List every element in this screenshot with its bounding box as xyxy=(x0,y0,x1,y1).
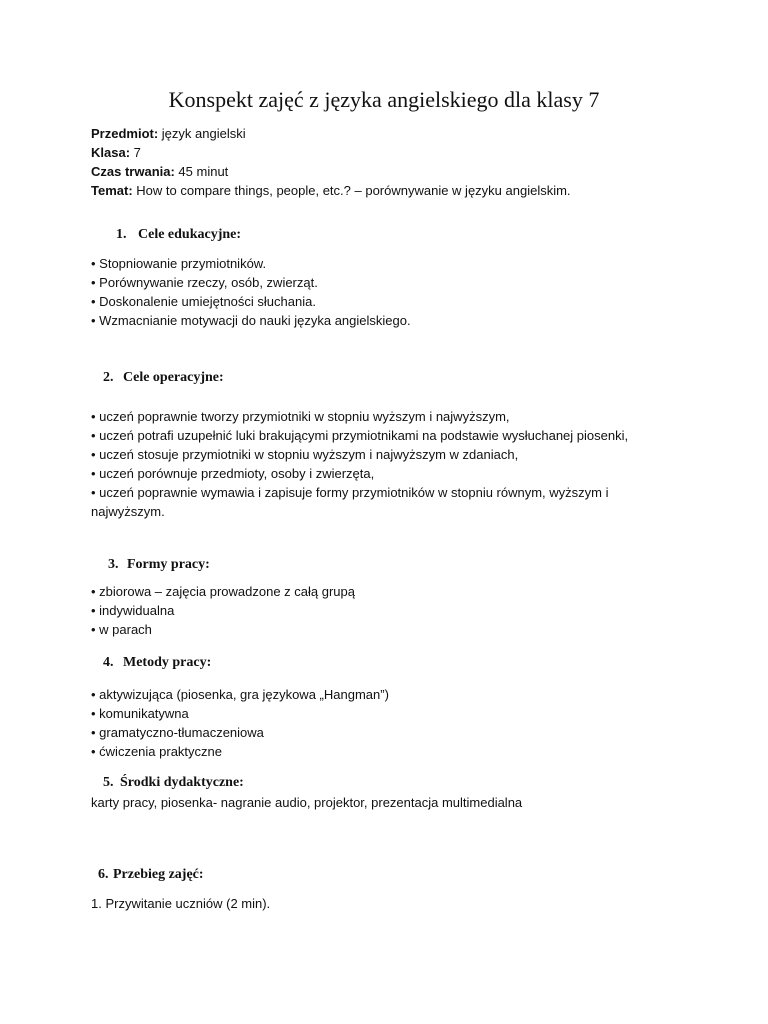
subject-row xyxy=(91,124,691,143)
section-title: Metody pracy: xyxy=(123,655,212,670)
section-number: 3. xyxy=(108,557,119,572)
class-label: Klasa: xyxy=(91,145,131,160)
class-value: 7 xyxy=(130,145,141,160)
list-item: • Porównywanie rzeczy, osób, zwierząt. xyxy=(91,275,318,290)
list-metody-pracy xyxy=(91,685,681,761)
list-item: • aktywizująca (piosenka, gra językowa „Hangman”) xyxy=(91,687,389,702)
section-number: 5. xyxy=(103,775,114,790)
section-title: Cele operacyjne: xyxy=(123,370,224,385)
section-title: Formy pracy: xyxy=(127,557,210,572)
section-heading-cele-edukacyjne xyxy=(116,226,241,244)
list-item: • Doskonalenie umiejętności słuchania. xyxy=(91,294,316,309)
przebieg-step-1: 1. Przywitanie uczniów (2 min). xyxy=(91,896,271,911)
srodki-dydaktyczne-text: karty pracy, piosenka- nagranie audio, projektor, prezentacja multimedialna xyxy=(91,795,523,810)
topic-row xyxy=(91,181,691,200)
section-title: Środki dydaktyczne: xyxy=(120,775,244,790)
duration-row xyxy=(91,162,691,181)
list-cele-edukacyjne xyxy=(91,254,681,330)
list-formy-pracy xyxy=(91,582,681,639)
section-number: 6. xyxy=(98,867,109,882)
document-title: Konspekt zajęć z języka angielskiego dla klasy 7 xyxy=(168,87,600,112)
list-item: • uczeń poprawnie wymawia i zapisuje formy przymiotników w stopniu równym, wyższym i najwyższym. xyxy=(91,485,609,519)
duration-label: Czas trwania: xyxy=(91,164,175,179)
list-cele-operacyjne xyxy=(91,407,671,521)
section-title: Przebieg zajęć: xyxy=(113,867,204,882)
subject-label: Przedmiot: xyxy=(91,126,159,141)
list-item: • uczeń potrafi uzupełnić luki brakującymi przymiotnikami na podstawie wysłuchanej piosenki, xyxy=(91,428,629,443)
list-item: • uczeń stosuje przymiotniki w stopniu wyższym i najwyższym w zdaniach, xyxy=(91,447,519,462)
section-number: 4. xyxy=(103,655,114,670)
list-item: • w parach xyxy=(91,622,152,637)
list-item: • gramatyczno-tłumaczeniowa xyxy=(91,725,264,740)
section-heading-cele-operacyjne xyxy=(103,369,224,387)
list-item: • uczeń porównuje przedmioty, osoby i zwierzęta, xyxy=(91,466,375,481)
section-heading-metody-pracy xyxy=(103,654,211,672)
list-item: • Stopniowanie przymiotników. xyxy=(91,256,267,271)
list-item: • komunikatywna xyxy=(91,706,189,721)
list-item: • ćwiczenia praktyczne xyxy=(91,744,222,759)
list-item: • indywidualna xyxy=(91,603,175,618)
lesson-metadata xyxy=(91,124,691,200)
list-item: • uczeń poprawnie tworzy przymiotniki w stopniu wyższym i najwyższym, xyxy=(91,409,510,424)
section-number: 2. xyxy=(103,370,114,385)
section-number: 1. xyxy=(116,227,127,242)
section-heading-formy-pracy xyxy=(108,556,210,574)
section-heading-srodki-dydaktyczne xyxy=(103,774,244,792)
section-title: Cele edukacyjne: xyxy=(138,227,242,242)
list-item: • zbiorowa – zajęcia prowadzone z całą grupą xyxy=(91,584,355,599)
class-row xyxy=(91,143,691,162)
list-item: • Wzmacnianie motywacji do nauki języka angielskiego. xyxy=(91,313,411,328)
subject-value: język angielski xyxy=(158,126,246,141)
section-heading-przebieg-zajec xyxy=(98,866,204,884)
topic-label: Temat: xyxy=(91,183,133,198)
topic-value: How to compare things, people, etc.? – porównywanie w języku angielskim. xyxy=(132,183,571,198)
duration-value: 45 minut xyxy=(174,164,229,179)
